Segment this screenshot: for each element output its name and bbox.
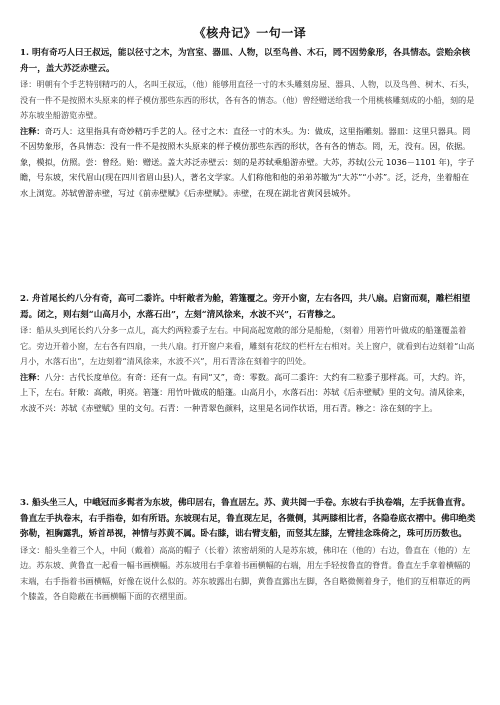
annotation-text: 奇巧人：这里指具有奇妙精巧手艺的人。径寸之木：直径一寸的木头。为：做成，这里指雕刻。器皿：这里只器具。罔不因势象形，各具情态：没有一件不是按照木头原来的样子模仿那些东西的形状，各有各的情态。罔，无，没有。因，依据。象，模拟，仿照。尝：曾经。贻：赠送。盖大苏泛赤壁云：刻的是苏轼乘船游赤壁。大苏，苏轼(公元 1036－1101 年)，字子瞻，号东坡，宋代眉山(现在四川省眉山县)人，著名文学家。人们称他和他的弟弟苏辙为“大苏”“小苏”。泛，泛舟，坐着船在水上浏览。苏轼曾游赤壁，写过《前赤壁赋》《后赤壁赋》。赤壁，在现在湖北省黄冈县城外。 — [20, 125, 475, 198]
annotation-label: 注释： — [20, 371, 45, 382]
original-text: 3. 船头坐三人，中峨冠而多髯者为东坡，佛印居右，鲁直居左。苏、黄共阅一手卷。东坡右手执卷端，左手抚鲁直背。鲁直左手执卷末，右手指卷，如有所语。东坡现右足，鲁直现左足，各微侧，其两膝相比者，各隐卷底衣褶中。佛印绝类弥勒，袒胸露乳，矫首昂视，神情与苏黄不属。卧右膝，诎右臂支船，而竖其左膝，左臂挂念珠倚之，珠可历历数也。 — [20, 498, 476, 539]
original-text: 2. 舟首尾长约八分有奇，高可二黍许。中轩敞者为舱，箬篷覆之。旁开小窗，左右各四，共八扇。启窗而观，雕栏相望焉。闭之，则右刻“山高月小，水落石出”，左刻“清风徐来，水波不兴”，石青糁之。 — [20, 294, 471, 320]
annotation-label: 注释： — [20, 125, 45, 136]
section-3 — [20, 496, 476, 605]
annotation — [20, 124, 476, 202]
translation-text: 译：明朝有个手艺特别精巧的人，名叫王叔远，（他）能够用直径一寸的木头雕刻房屋、器具、人物，以及鸟兽、树木、石头，没有一件不是按照木头原来的样子模仿那些东西的形状，各有各的情态。（他）曾经赠送给我一个用桃核雕刻成的小船，刻的是苏东坡坐船游览赤壁。 — [20, 79, 475, 120]
page-title: 《核舟记》一句一译 — [193, 26, 307, 40]
section-1 — [20, 46, 476, 201]
annotation-text: 八分：古代长度单位。有奇：还有一点。有同“又”，奇：零数。高可二黍许：大约有二粒黍子那样高。可，大约。许，上下，左右。轩敞：高敞，明亮。箬篷：用竹叶做成的船篷。山高月小，水落石出：苏轼《后赤壁赋》里的文句。清风徐来，水波不兴：苏轼《赤壁赋》里的文句。石青：一种青翠色颜料，这里是名词作状语，用石青。糁之：涂在刻的字上。 — [20, 371, 471, 413]
section-2 — [20, 292, 476, 416]
annotation — [20, 370, 476, 417]
original-text: 1. 明有奇巧人曰王叔远，能以径寸之木，为宫室、器皿、人物，以至鸟兽、木石，罔不因势象形，各具情态。尝贻余核舟一，盖大苏泛赤壁云。 — [20, 48, 471, 74]
translation-text: 译：船从头到尾长约八分多一点儿，高大约两粒黍子左右。中间高起宽敞的部分是船舱，（刻着）用箬竹叶做成的船篷覆盖着它。旁边开着小窗，左右各有四扇，一共八扇。打开窗户来看，雕刻有花纹的栏杆左右相对。关上窗户，就看到右边刻着“山高月小，水落石出”，左边刻着“清风徐来，水波不兴”，用石青涂在刻着字的凹处。 — [20, 325, 475, 366]
translation-text: 译文：船头坐着三个人，中间（戴着）高高的帽子（长着）浓密胡须的人是苏东坡，佛印在（他的）右边，鲁直在（他的）左边。苏东坡、黄鲁直一起看一幅书画横幅。苏东坡用右手拿着书画横幅的右端，用左手轻按鲁直的脊背。鲁直左手拿着横幅的末端，右手指着书画横幅，好像在说什么似的。苏东坡露出右脚，黄鲁直露出左脚，各自略微侧着身子，他们的互相靠近的两个膝盖，各自隐蔽在书画横幅下面的衣褶里面。 — [20, 544, 471, 601]
